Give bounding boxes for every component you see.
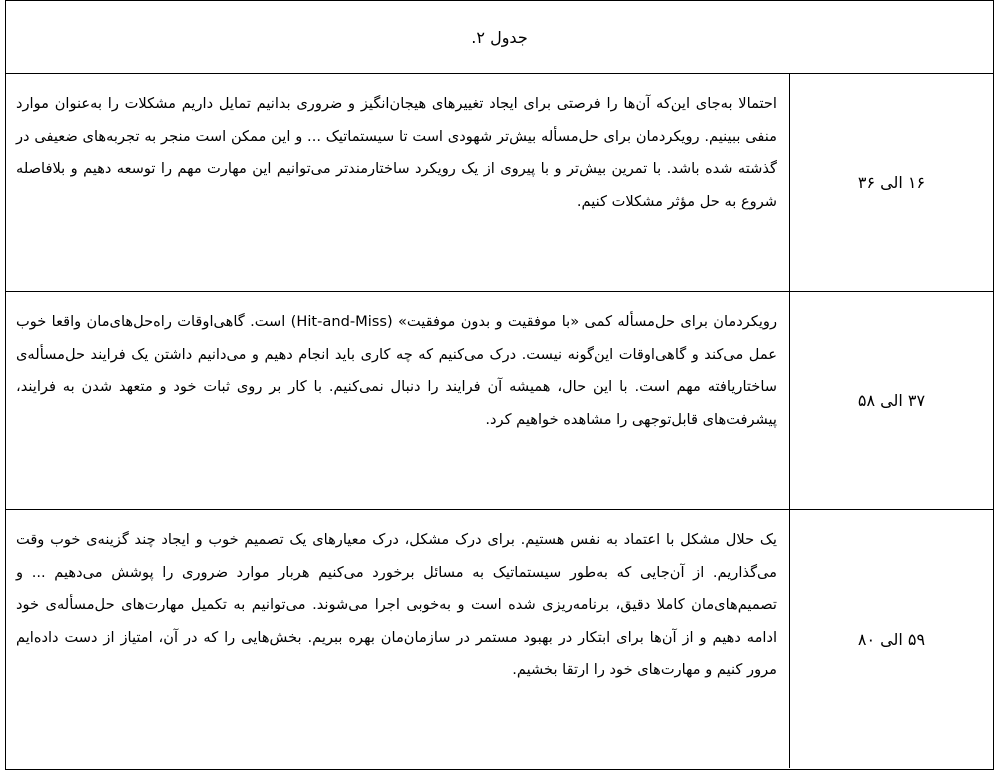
score-range-cell: ۳۷ الی ۵۸ (857, 391, 926, 410)
description-cell: احتمالا به‌جای این‌که آن‌ها را فرصتی برای ایجاد تغییرهای هیجان‌انگیز و ضروری بدانیم تمایل داریم مشکلات را به‌عنوان موارد منفی ببینیم. رویکردمان برای حل‌مسأله بیش‌تر شهودی است تا سیستماتیک ... و این ممکن است منجر به تجربه‌های ضعیفی در گذشته شده باشد. با تمرین بیش‌تر و با پیروی از یک رویکرد ساختارمندتر می‌توانیم این مهارت مهم را توسعه دهیم و بلافاصله شروع به حل مؤثر مشکلات کنیم. (6, 74, 790, 291)
table-row (6, 74, 993, 292)
table-row (6, 292, 993, 510)
table-title: جدول ۲. (6, 1, 993, 74)
description-cell: رویکردمان برای حل‌مسأله کمی «با موفقیت و بدون موفقیت» (Hit-and-Miss) است. گاهی‌اوقات راه‌حل‌های‌مان واقعا خوب عمل می‌کند و گاهی‌اوقات این‌گونه نیست. درک می‌کنیم که چه کاری باید انجام دهیم و می‌دانیم داشتن یک فرایند حل‌مسأله‌ی ساختاریافته مهم است. با این حال، همیشه آن فرایند را دنبال نمی‌کنیم. با کار بر روی ثبات خود و متعهد شدن به فرایند، پیشرفت‌های قابل‌توجهی را مشاهده خواهیم کرد. (6, 292, 790, 509)
score-range-cell: ۵۹ الی ۸۰ (857, 629, 926, 649)
score-table (5, 0, 994, 770)
table-row (6, 510, 993, 768)
score-range-cell: ۱۶ الی ۳۶ (857, 173, 926, 192)
description-cell: یک حلال مشکل با اعتماد به نفس هستیم. برای درک مشکل، درک معیارهای یک تصمیم خوب و ایجاد چند گزینه‌ی خوب وقت می‌گذاریم. از آن‌جایی که به‌طور سیستماتیک به مسائل برخورد می‌کنیم هربار موارد ضروری را پوشش می‌دهیم ... و تصمیم‌های‌مان کاملا دقیق، برنامه‌ریزی شده است و به‌خوبی اجرا می‌شوند. می‌توانیم به تکمیل مهارت‌های حل‌مسأله‌ی خود ادامه دهیم و از آن‌ها برای ابتکار در بهبود مستمر در سازمان‌مان بهره ببریم. بخش‌هایی را که در آن، امتیاز از دست داده‌ایم مرور کنیم و مهارت‌های خود را ارتقا بخشیم. (6, 510, 790, 768)
